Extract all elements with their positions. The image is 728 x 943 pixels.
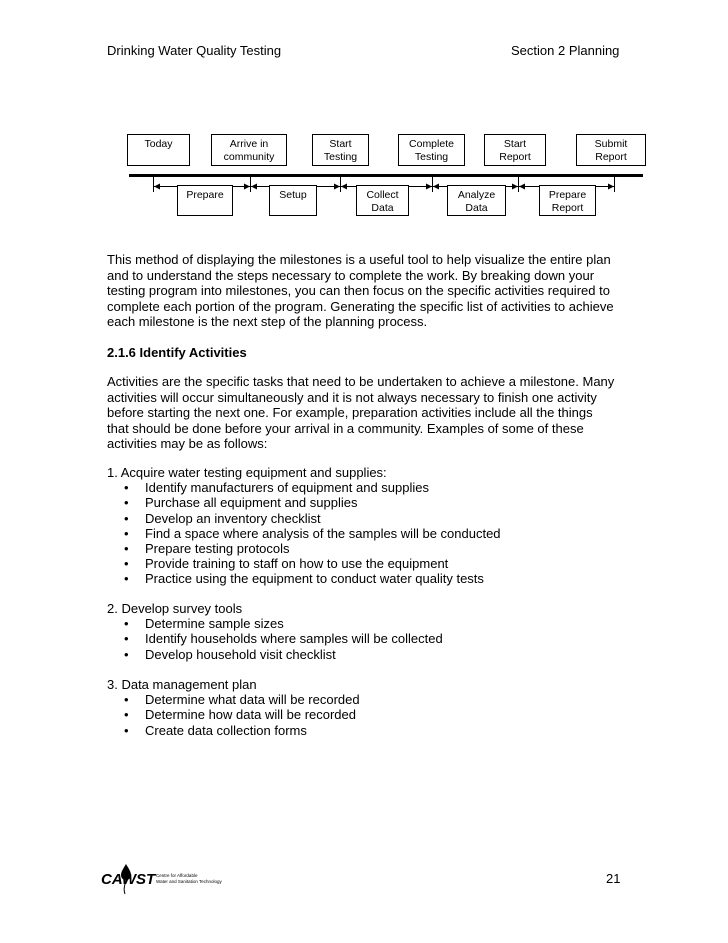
list-item: • Identify manufacturers of equipment and supplies [124, 480, 430, 496]
bullet-icon: • [124, 480, 129, 496]
list-item: • Create data collection forms [124, 722, 307, 738]
logo-tagline-line-1: Centre for Affordable [156, 873, 198, 878]
list-item: • Develop an inventory checklist [124, 510, 321, 526]
intro-paragraph: This method of displaying the milestones is a useful tool to help visualize the entire plan and to understand the steps necessary to complete the work. By breaking down your testing program into milestones, you can then focus on the specific activities required to complete each portion of the program. Generating the specific list of activities to achieve each milestone is the next step of the planning process. [107, 252, 614, 329]
list-item: • Purchase all equipment and supplies [124, 495, 358, 511]
activity-collect-data: Collect Data [356, 185, 409, 216]
milestone-today: Today [127, 134, 190, 166]
activity-analyze-data: Analyze Data [447, 185, 506, 216]
activity-list-equipment [107, 465, 627, 587]
section-heading: 2.1.6 Identify Activities [107, 345, 247, 360]
section-label: Section 2 Planning [511, 43, 620, 58]
bullet-icon: • [124, 556, 129, 572]
bullet-icon: • [124, 616, 129, 632]
list-item: • Provide training to staff on how to use the equipment [124, 556, 449, 572]
list-item: • Develop household visit checklist [124, 646, 336, 662]
activity-setup: Setup [269, 185, 317, 216]
bullet-icon: • [124, 707, 129, 723]
cawst-logo [101, 862, 231, 898]
bullet-icon: • [124, 631, 129, 647]
activity-prepare-report: Prepare Report [539, 185, 596, 216]
list-title: 3. Data management plan [107, 677, 257, 692]
logo-wordmark: CAWST [101, 871, 156, 888]
page-number: 21 [606, 871, 621, 886]
list-item: • Determine sample sizes [124, 616, 284, 632]
milestone-arrive-in-community: Arrive in community [211, 134, 287, 166]
list-item: • Identify households where samples will be collected [124, 631, 443, 647]
milestone-submit-report: Submit Report [576, 134, 646, 166]
activity-list-survey [107, 601, 627, 662]
activity-list-data-management [107, 677, 627, 738]
milestone-start-testing: Start Testing [312, 134, 369, 166]
activity-prepare: Prepare [177, 185, 233, 216]
bullet-icon: • [124, 541, 129, 557]
bullet-icon: • [124, 495, 129, 511]
milestone-start-report: Start Report [484, 134, 546, 166]
bullet-icon: • [124, 722, 129, 738]
list-item: • Practice using the equipment to conduct water quality tests [124, 571, 484, 587]
logo-tagline-line-2: Water and Sanitation Technology [156, 879, 222, 884]
list-item: • Determine how data will be recorded [124, 707, 356, 723]
bullet-icon: • [124, 646, 129, 662]
list-title: 1. Acquire water testing equipment and supplies: [107, 465, 387, 480]
bullet-icon: • [124, 510, 129, 526]
list-item: • Prepare testing protocols [124, 541, 290, 557]
document-title: Drinking Water Quality Testing [107, 43, 282, 58]
milestone-complete-testing: Complete Testing [398, 134, 465, 166]
bullet-icon: • [124, 525, 129, 541]
activities-paragraph: Activities are the specific tasks that need to be undertaken to achieve a milestone. Many activities will occur simultaneously and it is not always necessary to finish one activity before starting the next one. For example, preparation activities include all the things that should be done before your arrival in a community. Examples of some of these activities may be as follows: [107, 374, 615, 451]
list-item: • Find a space where analysis of the samples will be conducted [124, 525, 501, 541]
list-title: 2. Develop survey tools [107, 601, 243, 616]
bullet-icon: • [124, 692, 129, 708]
list-item: • Determine what data will be recorded [124, 692, 360, 708]
bullet-icon: • [124, 571, 129, 587]
